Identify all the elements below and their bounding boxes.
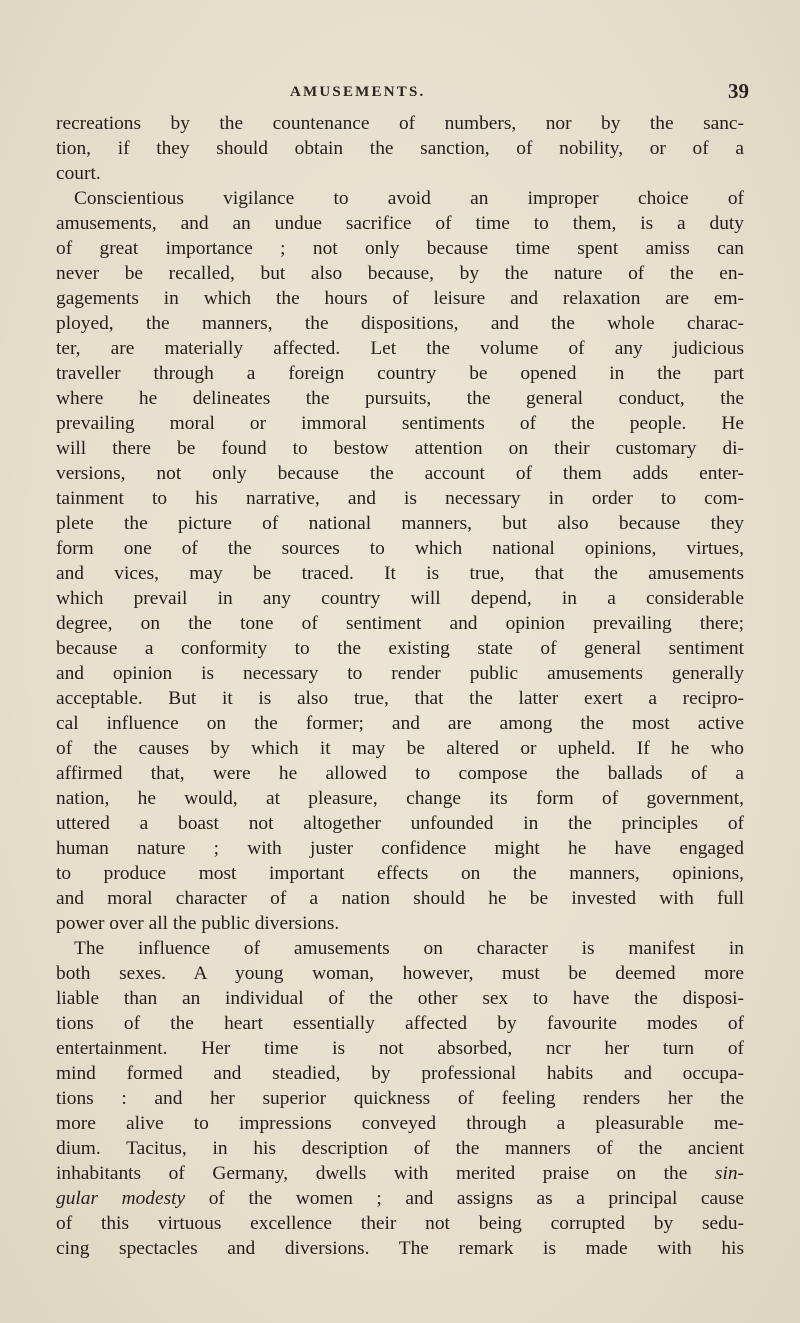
text-run: of the women ; and assigns as a principal cause — [208, 1188, 744, 1209]
text-line: of this virtuous excellence their not being corrupted by sedu- — [56, 1213, 744, 1234]
text-line: dium. Tacitus, in his description of the manners of the ancient — [56, 1138, 744, 1159]
italic-text: gular modesty — [56, 1188, 186, 1209]
text-line: where he delineates the pursuits, the general conduct, the — [56, 388, 744, 409]
text-line: tainment to his narrative, and is necessary in order to com- — [56, 488, 744, 509]
text-line: uttered a boast not altogether unfounded in the principles of — [56, 813, 744, 834]
text-line: court. — [56, 163, 101, 184]
text-line: gagements in which the hours of leisure and relaxation are em- — [56, 288, 744, 309]
text-line: which prevail in any country will depend, in a considerable — [56, 588, 744, 609]
text-line: because a conformity to the existing state of general sentiment — [56, 638, 744, 659]
text-line: and vices, may be traced. It is true, that the amusements — [56, 563, 744, 584]
text-line: ter, are materially affected. Let the volume of any judicious — [56, 338, 744, 359]
running-title: AMUSEMENTS. — [290, 84, 426, 100]
text-line: plete the picture of national manners, but also because they — [56, 513, 744, 534]
text-line: tions : and her superior quickness of feeling renders her the — [56, 1088, 744, 1109]
text-line — [56, 1186, 744, 1211]
text-line: recreations by the countenance of numbers, nor by the sanc- — [56, 113, 744, 134]
text-line: The influence of amusements on character is manifest in — [74, 938, 744, 959]
text-line: degree, on the tone of sentiment and opinion prevailing there; — [56, 613, 744, 634]
text-line: acceptable. But it is also true, that the latter exert a recipro- — [56, 688, 744, 709]
text-line: power over all the public diversions. — [56, 913, 340, 934]
text-line: human nature ; with juster confidence might he have engaged — [56, 838, 744, 859]
text-line: mind formed and steadied, by professional habits and occupa- — [56, 1063, 744, 1084]
page-number: 39 — [728, 79, 749, 103]
text-line: Conscientious vigilance to avoid an improper choice of — [74, 188, 744, 209]
body-text — [56, 111, 744, 1261]
text-line: never be recalled, but also because, by the nature of the en- — [56, 263, 744, 284]
text-line: and opinion is necessary to render public amusements generally — [56, 663, 744, 684]
text-line: both sexes. A young woman, however, must be deemed more — [56, 963, 744, 984]
italic-text: sin- — [714, 1163, 744, 1184]
text-line: tion, if they should obtain the sanction, of nobility, or of a — [56, 138, 744, 159]
text-line: prevailing moral or immoral sentiments of the people. He — [56, 413, 744, 434]
text-line: nation, he would, at pleasure, change its form of government, — [56, 788, 744, 809]
text-line: cing spectacles and diversions. The remark is made with his — [56, 1238, 744, 1259]
text-line — [56, 1161, 744, 1186]
text-line: liable than an individual of the other sex to have the disposi- — [56, 988, 744, 1009]
text-line: cal influence on the former; and are among the most active — [56, 713, 744, 734]
text-line: of the causes by which it may be altered or upheld. If he who — [56, 738, 744, 759]
text-line: form one of the sources to which national opinions, virtues, — [56, 538, 744, 559]
text-line: will there be found to bestow attention on their customary di- — [56, 438, 744, 459]
text-run: inhabitants of Germany, dwells with merited praise on the — [56, 1163, 688, 1184]
text-line: more alive to impressions conveyed through a pleasurable me- — [56, 1113, 744, 1134]
text-line: amusements, and an undue sacrifice of time to them, is a duty — [56, 213, 744, 234]
text-line: affirmed that, were he allowed to compose the ballads of a — [56, 763, 744, 784]
text-line: entertainment. Her time is not absorbed, ncr her turn of — [56, 1038, 744, 1059]
text-line: traveller through a foreign country be opened in the part — [56, 363, 744, 384]
text-line: of great importance ; not only because time spent amiss can — [56, 238, 744, 259]
text-line: versions, not only because the account of them adds enter- — [56, 463, 744, 484]
text-line: tions of the heart essentially affected by favourite modes of — [56, 1013, 744, 1034]
running-head — [0, 79, 800, 108]
text-line: to produce most important effects on the manners, opinions, — [56, 863, 744, 884]
text-line: and moral character of a nation should he be invested with full — [56, 888, 744, 909]
text-line: ployed, the manners, the dispositions, and the whole charac- — [56, 313, 744, 334]
